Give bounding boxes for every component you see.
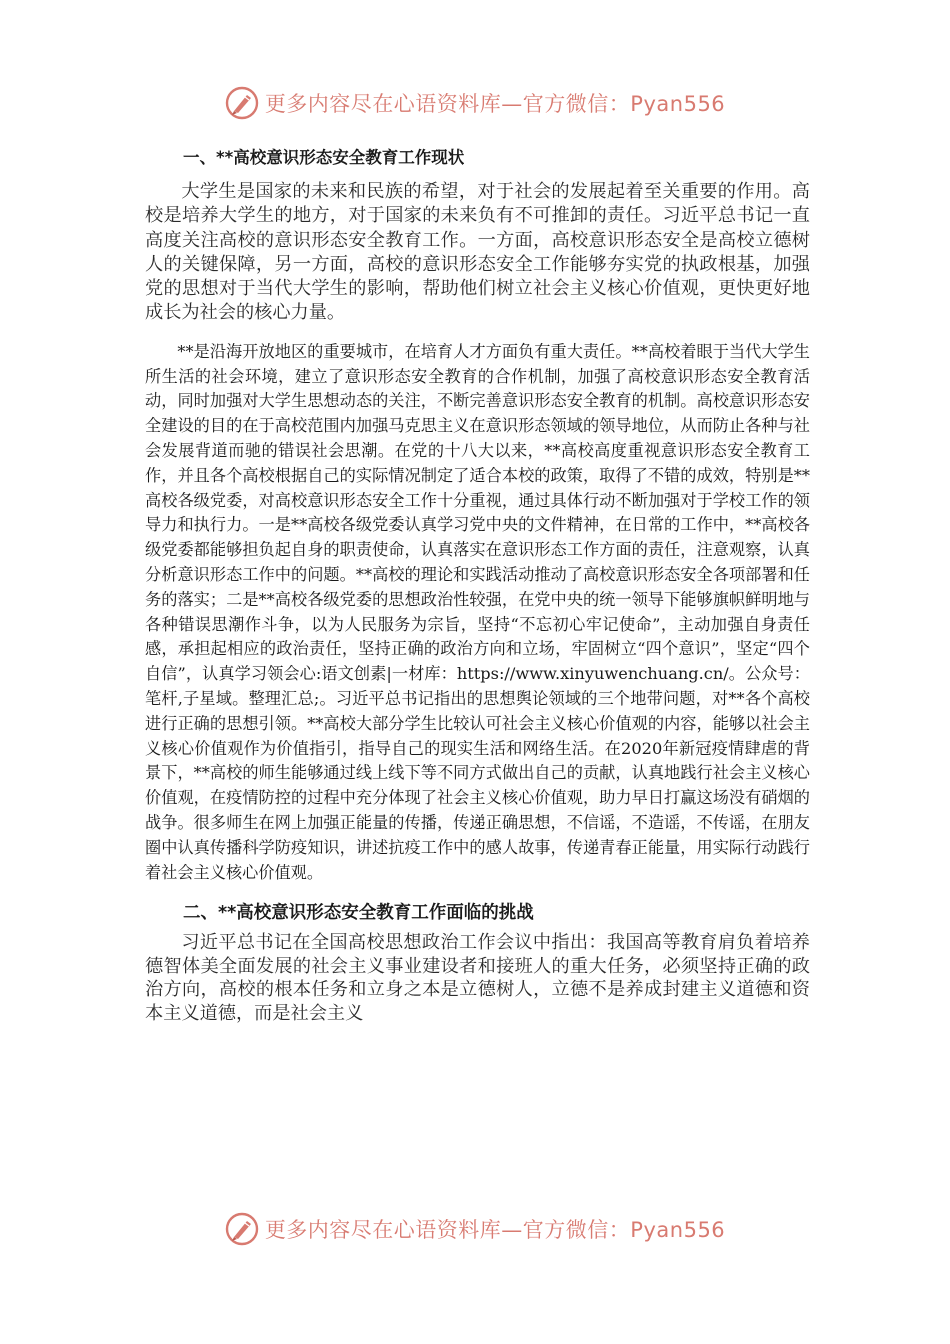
document-body xyxy=(145,140,810,1025)
section-heading-2: 二、**高校意识形态安全教育工作面临的挑战 xyxy=(183,903,534,924)
paragraph-1: 大学生是国家的未来和民族的希望，对于社会的发展起着至关重要的作用。高校是培养大学生的地方，对于国家的未来负有不可推卸的责任。习近平总书记一直高度关注高校的意识形态安全教育工作。一方面，高校意识形态安全是高校立德树人的关键保障，另一方面，高校的意识形态安全工作能够夯实党的执政根基，加强党的思想对于当代大学生的影响，帮助他们树立社会主义核心价值观，更快更好地成长为社会的核心力量。 xyxy=(145,181,810,324)
watermark-footer xyxy=(0,1209,950,1249)
watermark-header xyxy=(0,83,950,123)
pen-logo-icon xyxy=(225,1212,259,1246)
paragraph-2: **是沿海开放地区的重要城市，在培育人才方面负有重大责任。**高校着眼于当代大学生所生活的社会环境，建立了意识形态安全教育的合作机制，加强了高校意识形态安全教育活动，同时加强对大学生思想动态的关注，不断完善意识形态安全教育的机制。高校意识形态安全建设的目的在于高校范围内加强马克思主义在意识形态领域的领导地位，从而防止各种与社会发展背道而驰的错误社会思潮。在党的十八大以来，**高校高度重视意识形态安全教育工作，并且各个高校根据自己的实际情况制定了适合本校的政策，取得了不错的成效，特别是**高校各级党委，对高校意识形态安全工作十分重视，通过具体行动不断加强对于学校工作的领导力和执行力。一是**高校各级党委认真学习党中央的文件精神，在日常的工作中，**高校各级党委都能够担负起自身的职责使命，认真落实在意识形态工作方面的责任，注意观察，认真分析意识形态工作中的问题。**高校的理论和实践活动推动了高校意识形态安全各项部署和任务的落实；二是**高校各级党委的思想政治性较强，在党中央的统一领导下能够旗帜鲜明地与各种错误思潮作斗争，以为人民服务为宗旨，坚持“不忘初心牢记使命”，主动加强自身责任感，承担起相应的政治责任，坚持正确的政治方向和立场，牢固树立“四个意识”，坚定“四个自信”，认真学习领会心:语文创素|一材库：https://www.xinyuwenchuang.cn/。公众号：笔杆,子星域。整理汇总;。习近平总书记指出的思想舆论领域的三个地带问题，对**各个高校进行正确的思想引领。**高校大部分学生比较认可社会主义核心价值观的内容，能够以社会主义核心价值观作为价值指引，指导自己的现实生活和网络生活。在2020年新冠疫情肆虐的背景下，**高校的师生能够通过线上线下等不同方式做出自己的贡献，认真地践行社会主义核心价值观，在疫情防控的过程中充分体现了社会主义核心价值观，助力早日打赢这场没有硝烟的战争。很多师生在网上加强正能量的传播，传递正确思想，不信谣，不造谣，不传谣，在朋友圈中认真传播科学防疫知识，讲述抗疫工作中的感人故事，传递青春正能量，用实际行动践行着社会主义核心价值观。 xyxy=(145,341,810,882)
watermark-text: 更多内容尽在心语资料库—官方微信：Pyan556 xyxy=(264,92,726,116)
section-heading-1: 一、**高校意识形态安全教育工作现状 xyxy=(183,148,465,167)
watermark-text: 更多内容尽在心语资料库—官方微信：Pyan556 xyxy=(264,1218,726,1242)
pen-logo-icon xyxy=(225,86,259,120)
paragraph-3: 习近平总书记在全国高校思想政治工作会议中指出：我国高等教育肩负着培养德智体美全面发展的社会主义事业建设者和接班人的重大任务，必须坚持正确的政治方向，高校的根本任务和立身之本是立德树人，立德不是养成封建主义道德和资本主义道德，而是社会主义 xyxy=(145,932,810,1024)
